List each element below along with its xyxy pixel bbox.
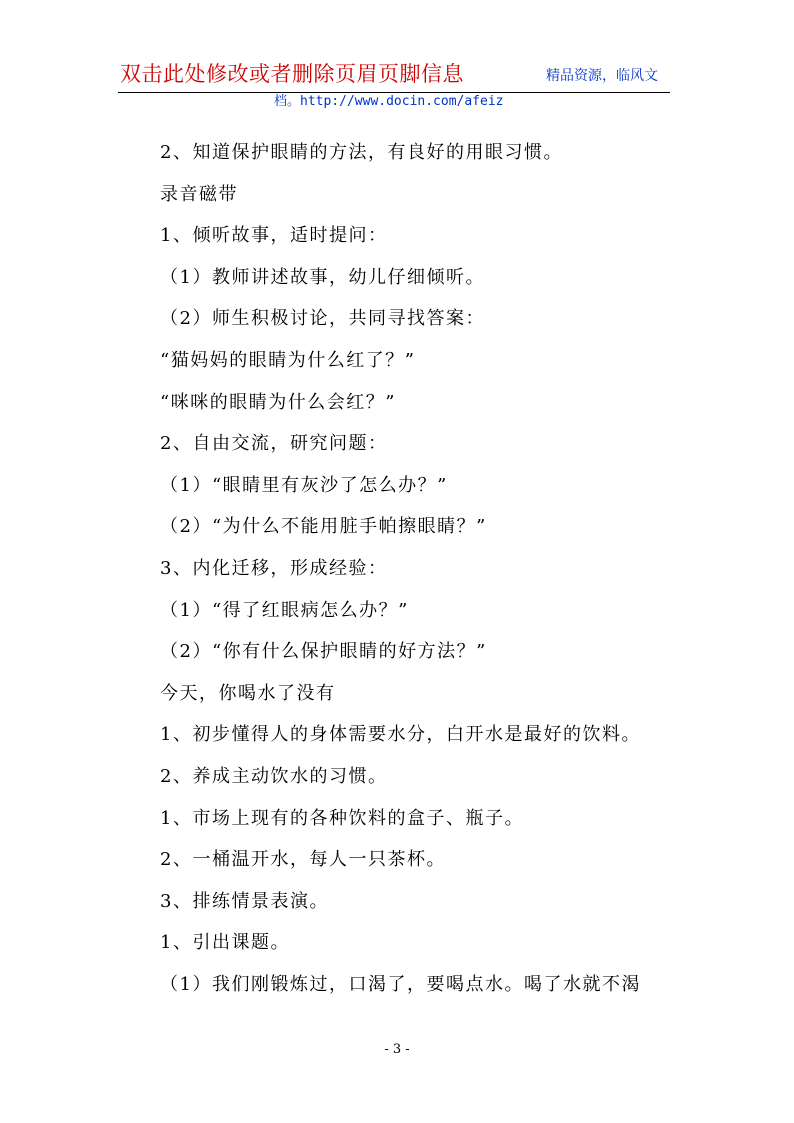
body-line: 1、倾听故事，适时提问： <box>160 225 388 247</box>
body-line: 2、自由交流，研究问题： <box>160 433 388 455</box>
body-line: 2、养成主动饮水的习惯。 <box>160 765 388 787</box>
body-line: 3、排练情景表演。 <box>160 890 329 912</box>
header-link[interactable]: 档。http://www.docin.com/afeiz <box>274 94 504 109</box>
header-title[interactable]: 双击此处修改或者删除页眉页脚信息 <box>120 62 464 86</box>
body-line: （1）教师讲述故事，幼儿仔细倾听。 <box>160 266 485 288</box>
body-line: （2）师生积极讨论，共同寻找答案： <box>160 308 485 330</box>
body-line: 1、市场上现有的各种饮料的盒子、瓶子。 <box>160 807 524 829</box>
header-resource-text: 精品资源，临风文 <box>546 68 658 84</box>
page-number: - 3 - <box>384 1042 410 1057</box>
body-line: （1）“眼睛里有灰沙了怎么办？” <box>160 474 448 496</box>
document-body <box>160 132 700 1005</box>
body-line: （2）“你有什么保护眼睛的好方法？” <box>160 641 487 663</box>
body-line: 今天，你喝水了没有 <box>160 682 336 704</box>
body-line: 1、初步懂得人的身体需要水分，白开水是最好的饮料。 <box>160 724 641 746</box>
body-line: 3、内化迁移，形成经验： <box>160 557 388 579</box>
body-line: （1）“得了红眼病怎么办？” <box>160 599 409 621</box>
body-line: （1）我们刚锻炼过，口渴了，要喝点水。喝了水就不渴 <box>160 973 641 995</box>
body-line: 1、引出课题。 <box>160 932 290 954</box>
body-line: “咪咪的眼睛为什么会红？” <box>160 391 396 413</box>
body-line: 2、知道保护眼睛的方法，有良好的用眼习惯。 <box>160 142 563 163</box>
body-line: 2、一桶温开水，每人一只茶杯。 <box>160 849 446 871</box>
body-line: “猫妈妈的眼睛为什么红了？” <box>160 349 416 371</box>
body-line: 录音磁带 <box>160 183 238 205</box>
body-line: （2）“为什么不能用脏手帕擦眼睛？” <box>160 516 487 538</box>
